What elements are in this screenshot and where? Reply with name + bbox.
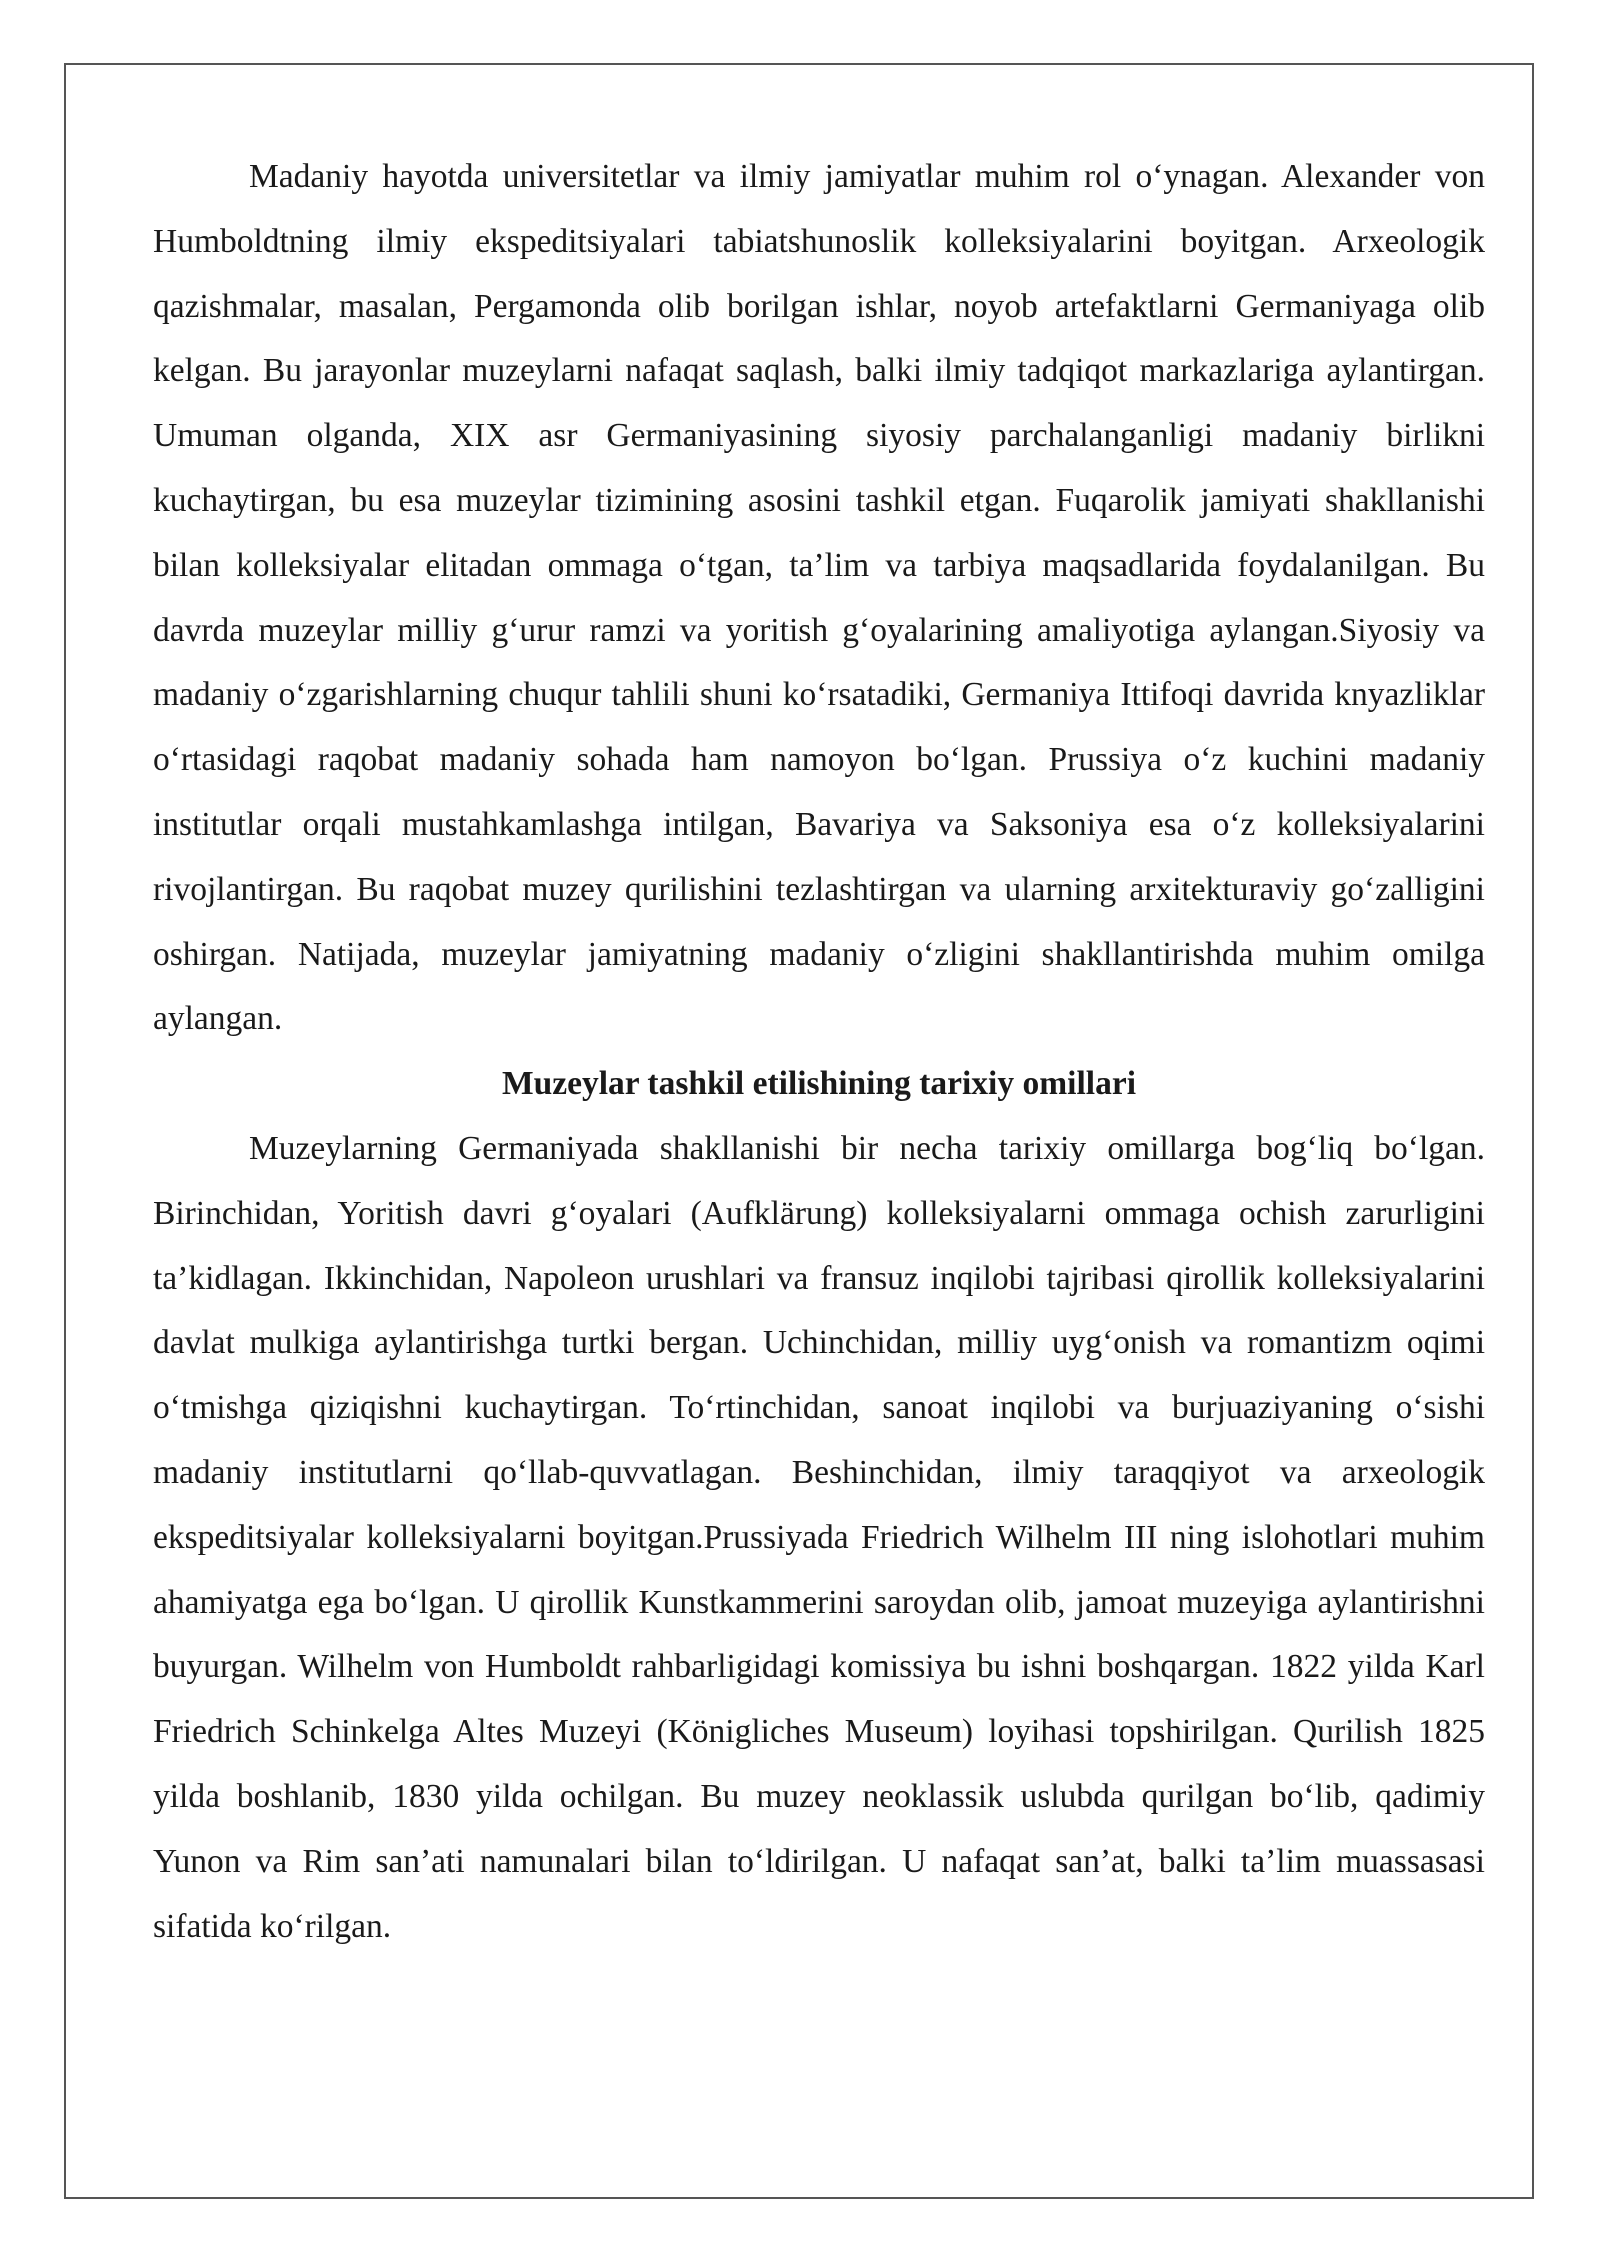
document-body: [153, 145, 1485, 1959]
paragraph: Madaniy hayotda universitetlar va ilmiy jamiyatlar muhim rol o‘ynagan. Alexander von Humboldtning ilmiy ekspeditsiyalari tabiatshunoslik kolleksiyalarini boyitgan. Arxeologik qazishmalar, masalan, Pergamonda olib borilgan ishlar, noyob artefaktlarni Germaniyaga olib kelgan. Bu jarayonlar muzeylarni nafaqat saqlash, balki ilmiy tadqiqot markazlariga aylantirgan. Umuman olganda, XIX asr Germaniyasining siyosiy parchalanganligi madaniy birlikni kuchaytirgan, bu esa muzeylar tizimining asosini tashkil etgan. Fuqarolik jamiyati shakllanishi bilan kolleksiyalar elitadan ommaga o‘tgan, ta’lim va tarbiya maqsadlarida foydalanilgan. Bu davrda muzeylar milliy g‘urur ramzi va yoritish g‘oyalarining amaliyotiga aylangan.Siyosiy va madaniy o‘zgarishlarning chuqur tahlili shuni ko‘rsatadiki, Germaniya Ittifoqi davrida knyazliklar o‘rtasidagi raqobat madaniy sohada ham namoyon bo‘lgan. Prussiya o‘z kuchini madaniy institutlar orqali mustahkamlashga intilgan, Bavariya va Saksoniya esa o‘z kolleksiyalarini rivojlantirgan. Bu raqobat muzey qurilishini tezlashtirgan va ularning arxitekturaviy go‘zalligini oshirgan. Natijada, muzeylar jamiyatning madaniy o‘zligini shakllantirishda muhim omilga aylangan.: [153, 158, 1485, 1038]
paragraph: Muzeylarning Germaniyada shakllanishi bir necha tarixiy omillarga bog‘liq bo‘lgan. Birinchidan, Yoritish davri g‘oyalari (Aufklärung) kolleksiyalarni ommaga ochish zarurligini ta’kidlagan. Ikkinchidan, Napoleon urushlari va fransuz inqilobi tajribasi qirollik kolleksiyalarini davlat mulkiga aylantirishga turtki bergan. Uchinchidan, milliy uyg‘onish va romantizm oqimi o‘tmishga qiziqishni kuchaytirgan. To‘rtinchidan, sanoat inqilobi va burjuaziyaning o‘sishi madaniy institutlarni qo‘llab-quvvatlagan. Beshinchidan, ilmiy taraqqiyot va arxeologik ekspeditsiyalar kolleksiyalarni boyitgan.Prussiyada Friedrich Wilhelm III ning islohotlari muhim ahamiyatga ega bo‘lgan. U qirollik Kunstkammerini saroydan olib, jamoat muzeyiga aylantirishni buyurgan. Wilhelm von Humboldt rahbarligidagi komissiya bu ishni boshqargan. 1822 yilda Karl Friedrich Schinkelga Altes Muzeyi (Königliches Museum) loyihasi topshirilgan. Qurilish 1825 yilda boshlanib, 1830 yilda ochilgan. Bu muzey neoklassik uslubda qurilgan bo‘lib, qadimiy Yunon va Rim san’ati namunalari bilan to‘ldirilgan. U nafaqat san’at, balki ta’lim muassasasi sifatida ko‘rilgan.: [153, 1129, 1485, 1945]
section-heading: Muzeylar tashkil etilishining tarixiy omillari: [501, 1065, 1136, 1103]
